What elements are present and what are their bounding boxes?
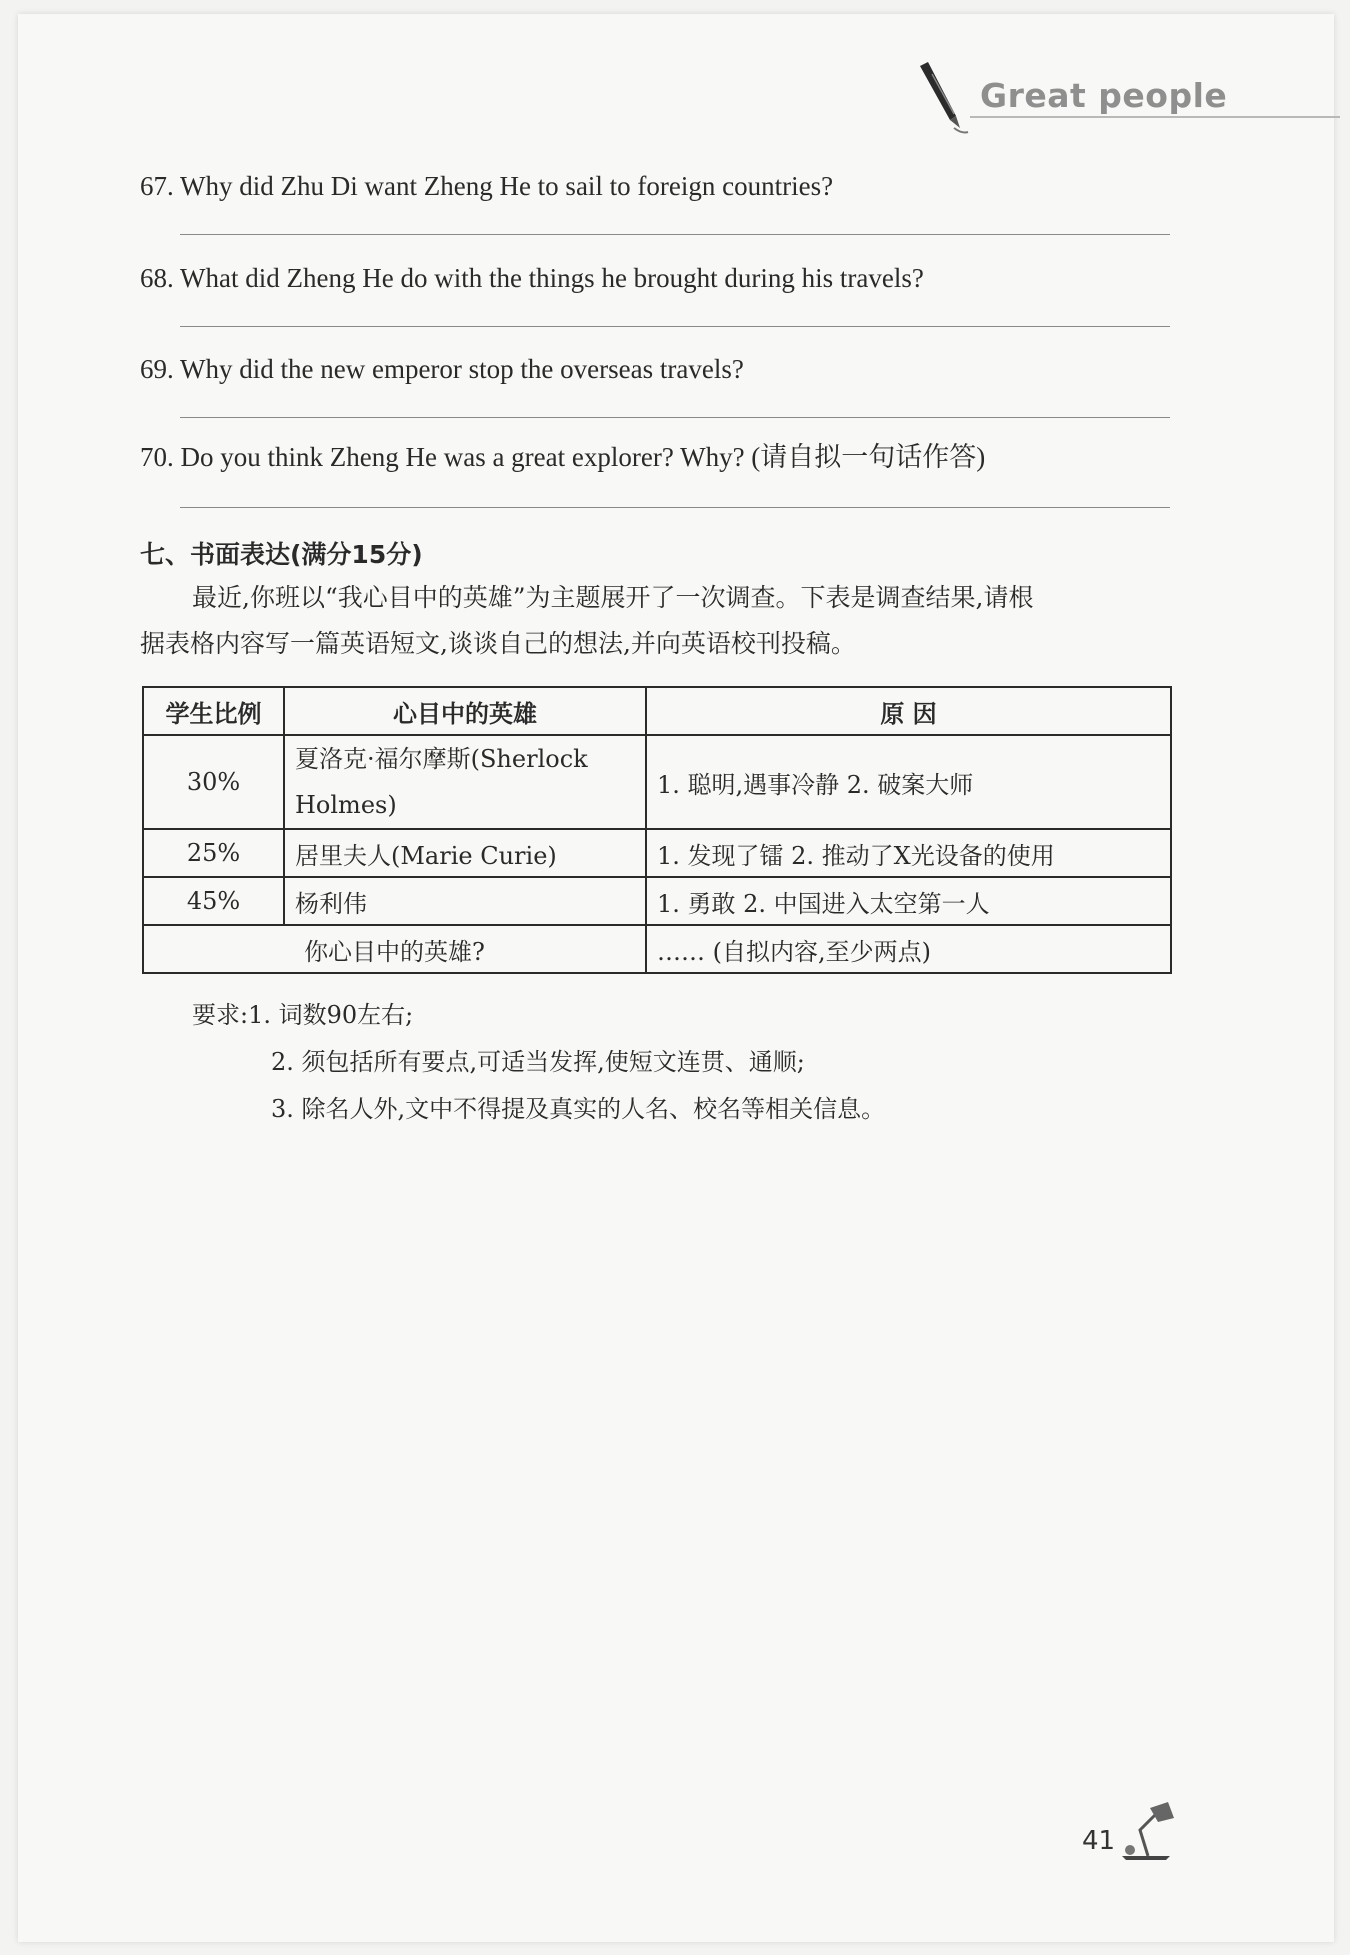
percentage-cell: 45% bbox=[143, 877, 284, 925]
hero-cell: 夏洛克·福尔摩斯(Sherlock Holmes) bbox=[284, 735, 646, 829]
reason-cell: 1. 发现了镭 2. 推动了X光设备的使用 bbox=[646, 829, 1171, 877]
writing-prompt bbox=[140, 575, 1180, 667]
requirement-item bbox=[192, 992, 885, 1039]
requirement-text: 1. 词数90左右; bbox=[248, 1001, 414, 1029]
pen-icon bbox=[910, 60, 970, 140]
answer-line[interactable] bbox=[180, 326, 1170, 327]
your-hero-cell: 你心目中的英雄? bbox=[143, 925, 646, 973]
question-text: 70. Do you think Zheng He was a great explorer? Why? (请自拟一句话作答) bbox=[140, 442, 986, 472]
header-divider bbox=[970, 116, 1340, 118]
percentage-cell: 25% bbox=[143, 829, 284, 877]
reason-cell: …… (自拟内容,至少两点) bbox=[646, 925, 1171, 973]
prompt-line: 最近,你班以“我心目中的英雄”为主题展开了一次调查。下表是调查结果,请根 bbox=[192, 583, 1034, 612]
question-67 bbox=[140, 170, 1170, 202]
question-70 bbox=[140, 441, 1170, 473]
reason-cell: 1. 聪明,遇事冷静 2. 破案大师 bbox=[646, 735, 1171, 829]
column-header: 心目中的英雄 bbox=[284, 687, 646, 735]
table-row bbox=[143, 829, 1171, 877]
workbook-page bbox=[18, 14, 1334, 1942]
hero-cell: 杨利伟 bbox=[284, 877, 646, 925]
unit-title: Great people bbox=[980, 76, 1228, 115]
reason-cell: 1. 勇敢 2. 中国进入太空第一人 bbox=[646, 877, 1171, 925]
column-header: 原 因 bbox=[646, 687, 1171, 735]
requirement-item: 3. 除名人外,文中不得提及真实的人名、校名等相关信息。 bbox=[271, 1095, 886, 1123]
percentage-cell: 30% bbox=[143, 735, 284, 829]
requirement-item: 2. 须包括所有要点,可适当发挥,使短文连贯、通顺; bbox=[271, 1048, 805, 1076]
page-header bbox=[910, 60, 1340, 140]
requirements-label: 要求: bbox=[192, 1001, 249, 1029]
table-header-row bbox=[143, 687, 1171, 735]
table-row bbox=[143, 735, 1171, 829]
table-row bbox=[143, 925, 1171, 973]
answer-line[interactable] bbox=[180, 507, 1170, 508]
hero-cell: 居里夫人(Marie Curie) bbox=[284, 829, 646, 877]
answer-line[interactable] bbox=[180, 417, 1170, 418]
question-68 bbox=[140, 262, 1170, 294]
table-row bbox=[143, 877, 1171, 925]
question-69 bbox=[140, 353, 1170, 385]
section-title: 七、书面表达(满分15分) bbox=[140, 540, 423, 569]
desk-lamp-icon bbox=[1118, 1800, 1178, 1862]
question-text: 67. Why did Zhu Di want Zheng He to sail to foreign countries? bbox=[140, 171, 834, 201]
prompt-line: 据表格内容写一篇英语短文,谈谈自己的想法,并向英语校刊投稿。 bbox=[140, 629, 856, 658]
page-number: 41 bbox=[1082, 1826, 1116, 1856]
question-text: 69. Why did the new emperor stop the overseas travels? bbox=[140, 354, 744, 384]
survey-table bbox=[142, 686, 1172, 974]
requirements bbox=[192, 992, 885, 1133]
answer-line[interactable] bbox=[180, 234, 1170, 235]
column-header: 学生比例 bbox=[143, 687, 284, 735]
question-text: 68. What did Zheng He do with the things he brought during his travels? bbox=[140, 263, 924, 293]
